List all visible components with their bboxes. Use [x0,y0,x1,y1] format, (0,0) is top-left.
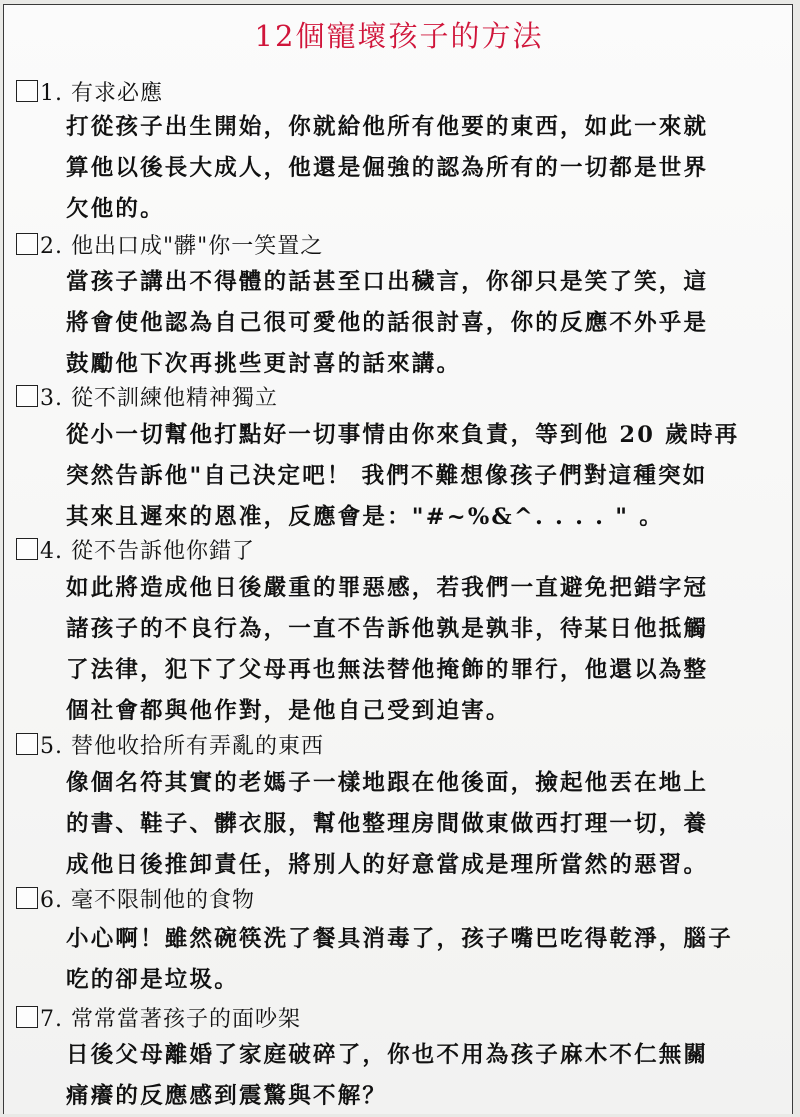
item-5-checkbox[interactable] [16,733,38,755]
item-4-body [66,568,708,732]
item-6-heading-text: 6. 毫不限制他的食物 [40,887,255,913]
item-2-line-3: 鼓勵他下次再挑些更討喜的話來講。 [66,351,462,377]
item-2-checkbox[interactable] [16,233,38,255]
item-1-body [66,107,708,230]
document-sheet [3,4,793,1114]
item-7-line-1: 日後父母離婚了家庭破碎了，你也不用為孩子麻木不仁無關 [66,1042,709,1068]
item-5-line-1: 像個名符其實的老媽子一樣地跟在他後面，撿起他丟在地上 [66,770,709,796]
item-7-body [66,1035,708,1117]
item-6-checkbox[interactable] [16,887,38,909]
item-5-line-2: 的書、鞋子、髒衣服，幫他整理房間做東做西打理一切，養 [66,811,709,837]
item-4-line-4: 個社會都與他作對，是他自己受到迫害。 [66,698,511,724]
item-6-body [66,919,733,1001]
item-4-line-1: 如此將造成他日後嚴重的罪惡感，若我們一直避免把錯字冠 [66,575,709,601]
item-5-heading-text: 5. 替他收拾所有弄亂的東西 [40,733,324,759]
item-6-line-2: 吃的卻是垃圾。 [66,967,239,993]
item-3-heading [16,379,278,413]
item-4-heading-text: 4. 從不告訴他你錯了 [40,538,255,564]
item-7-checkbox[interactable] [16,1006,38,1028]
item-6-heading [16,881,255,915]
item-1-line-1: 打從孩子出生開始，你就給他所有他要的東西，如此一來就 [66,114,709,140]
item-1-checkbox[interactable] [16,80,38,102]
item-1-line-3: 欠他的。 [66,196,165,222]
item-4-heading [16,532,255,566]
item-3-heading-text: 3. 從不訓練他精神獨立 [40,385,278,411]
item-3-line-1: 從小一切幫他打點好一切事情由你來負責，等到他 20 歲時再 [66,422,740,448]
document-title: 12個寵壞孩子的方法 [254,19,544,53]
item-2-heading-text: 2. 他出口成"髒"你一笑置之 [40,233,324,259]
item-3-checkbox[interactable] [16,385,38,407]
item-2-line-2: 將會使他認為自己很可愛他的話很討喜，你的反應不外乎是 [66,310,709,336]
item-3-body [66,415,739,538]
item-2-line-1: 當孩子講出不得體的話甚至口出穢言，你卻只是笑了笑，這 [66,269,709,295]
item-5-line-3: 成他日後推卸責任，將別人的好意當成是理所當然的惡習。 [66,852,709,878]
item-7-heading [16,1000,301,1034]
item-2-body [66,262,708,385]
item-6-line-1: 小心啊！雖然碗筷洗了餐具消毒了，孩子嘴巴吃得乾淨，腦子 [66,926,733,952]
item-4-line-2: 諸孩子的不良行為，一直不告訴他孰是孰非，待某日他抵觸 [66,616,709,642]
item-1-line-2: 算他以後長大成人，他還是倔強的認為所有的一切都是世界 [66,155,709,181]
item-1-heading-text: 1. 有求必應 [40,80,163,106]
item-7-line-2: 痛癢的反應感到震驚與不解？ [66,1083,388,1109]
item-4-line-3: 了法律，犯下了父母再也無法替他掩飾的罪行，他還以為整 [66,657,709,683]
item-3-line-2: 突然告訴他"自己決定吧！ 我們不難想像孩子們對這種突如 [66,463,708,489]
item-1-heading [16,74,163,108]
item-3-line-3: 其來且遲來的恩准，反應會是："#~%&^. . . . " 。 [66,504,664,530]
item-4-checkbox[interactable] [16,538,38,560]
item-5-body [66,763,708,886]
item-7-heading-text: 7. 常常當著孩子的面吵架 [40,1006,301,1032]
item-2-heading [16,227,323,261]
item-5-heading [16,727,324,761]
